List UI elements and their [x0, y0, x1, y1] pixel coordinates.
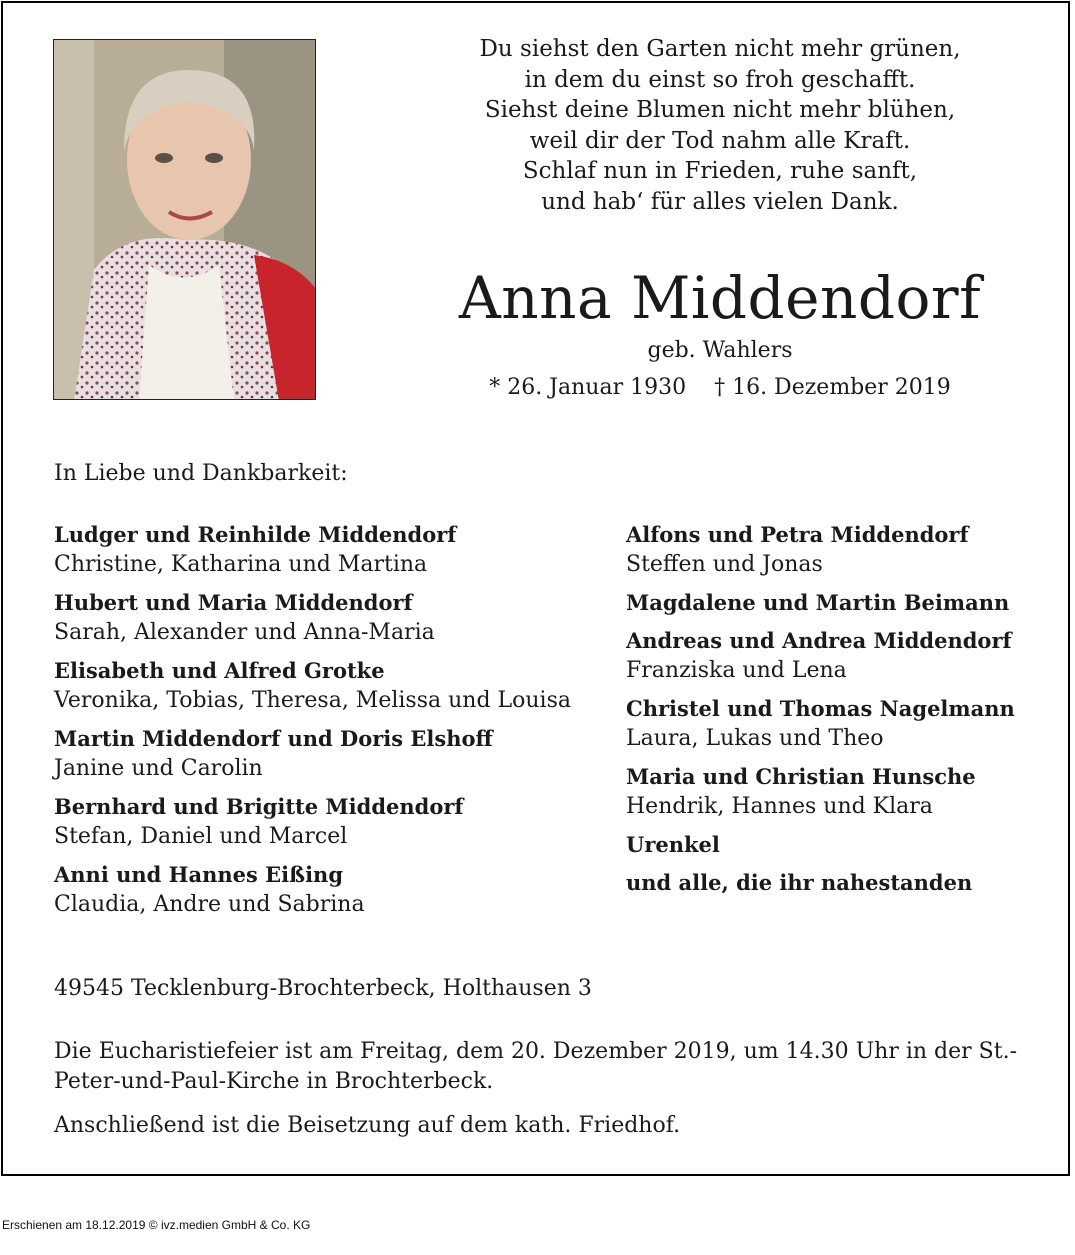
poem-line: Schlaf nun in Frieden, ruhe sanft, — [522, 158, 918, 184]
family-head: und alle, die ihr nahestanden — [626, 870, 973, 895]
poem — [440, 34, 1000, 217]
address: 49545 Tecklenburg-Brochterbeck, Holthausen 3 — [54, 976, 592, 1001]
family-head: Elisabeth und Alfred Grotke — [54, 658, 385, 683]
family-head: Anni und Hannes Eißing — [54, 862, 343, 887]
family-members: Hendrik, Hannes und Klara — [626, 794, 933, 819]
family-entry — [626, 762, 1046, 822]
family-members: Claudia, Andre und Sabrina — [54, 892, 365, 917]
publication-footer: Erschienen am 18.12.2019 © ivz.medien GmbH & Co. KG — [2, 1218, 311, 1232]
family-entry — [626, 626, 1046, 686]
poem-line: weil dir der Tod nahm alle Kraft. — [529, 127, 911, 154]
family-entry — [54, 792, 594, 852]
family-entry — [626, 520, 1046, 580]
family-head: Christel und Thomas Nagelmann — [626, 696, 1015, 721]
intro-text: In Liebe und Dankbarkeit: — [54, 461, 348, 486]
mourners-right-column — [626, 520, 1046, 906]
deceased-name: Anna Middendorf — [458, 264, 982, 332]
mourners-left-column — [54, 520, 594, 928]
family-entry — [54, 724, 594, 784]
life-dates — [440, 373, 1000, 403]
family-head: Andreas und Andrea Middendorf — [626, 628, 1012, 653]
family-entry — [626, 830, 1046, 860]
burial-notice: Anschließend ist die Beisetzung auf dem kath. Friedhof. — [54, 1113, 681, 1138]
poem-line: Du siehst den Garten nicht mehr grünen, — [479, 36, 961, 62]
family-head: Hubert und Maria Middendorf — [54, 590, 413, 615]
family-head: Bernhard und Brigitte Middendorf — [54, 794, 464, 819]
family-members: Laura, Lukas und Theo — [626, 726, 884, 751]
family-members: Franziska und Lena — [626, 658, 847, 683]
family-entry — [54, 588, 594, 648]
family-entry — [54, 860, 594, 920]
birth-name: geb. Wahlers — [647, 338, 793, 363]
family-head: Alfons und Petra Middendorf — [626, 522, 969, 547]
family-entry — [626, 694, 1046, 754]
family-entry — [54, 656, 594, 716]
portrait-photo — [53, 39, 316, 400]
family-head: Maria und Christian Hunsche — [626, 764, 976, 789]
family-members: Christine, Katharina und Martina — [54, 552, 428, 577]
family-entry — [626, 588, 1046, 618]
family-head: Martin Middendorf und Doris Elshoff — [54, 726, 493, 751]
family-members: Sarah, Alexander und Anna-Maria — [54, 620, 435, 645]
birth-date: * 26. Januar 1930 — [489, 375, 687, 400]
family-entry — [626, 868, 1046, 898]
family-members: Veronika, Tobias, Theresa, Melissa und Louisa — [54, 688, 571, 713]
family-members: Janine und Carolin — [54, 756, 263, 781]
family-head: Magdalene und Martin Beimann — [626, 590, 1010, 615]
family-head: Urenkel — [626, 832, 720, 857]
death-date: † 16. Dezember 2019 — [714, 375, 951, 400]
family-head: Ludger und Reinhilde Middendorf — [54, 522, 457, 547]
poem-line: und hab‘ für alles vielen Dank. — [541, 188, 899, 215]
poem-line: Siehst deine Blumen nicht mehr blühen, — [484, 97, 956, 123]
family-members: Steffen und Jonas — [626, 552, 823, 577]
poem-line: in dem du einst so froh geschafft. — [524, 66, 916, 93]
service-notice: Die Eucharistiefeier ist am Freitag, dem 20. Dezember 2019, um 14.30 Uhr in der St.-Peter-und-Paul-Kirche in Brochterbeck. — [54, 1039, 1018, 1094]
family-entry — [54, 520, 594, 580]
family-members: Stefan, Daniel und Marcel — [54, 824, 348, 849]
